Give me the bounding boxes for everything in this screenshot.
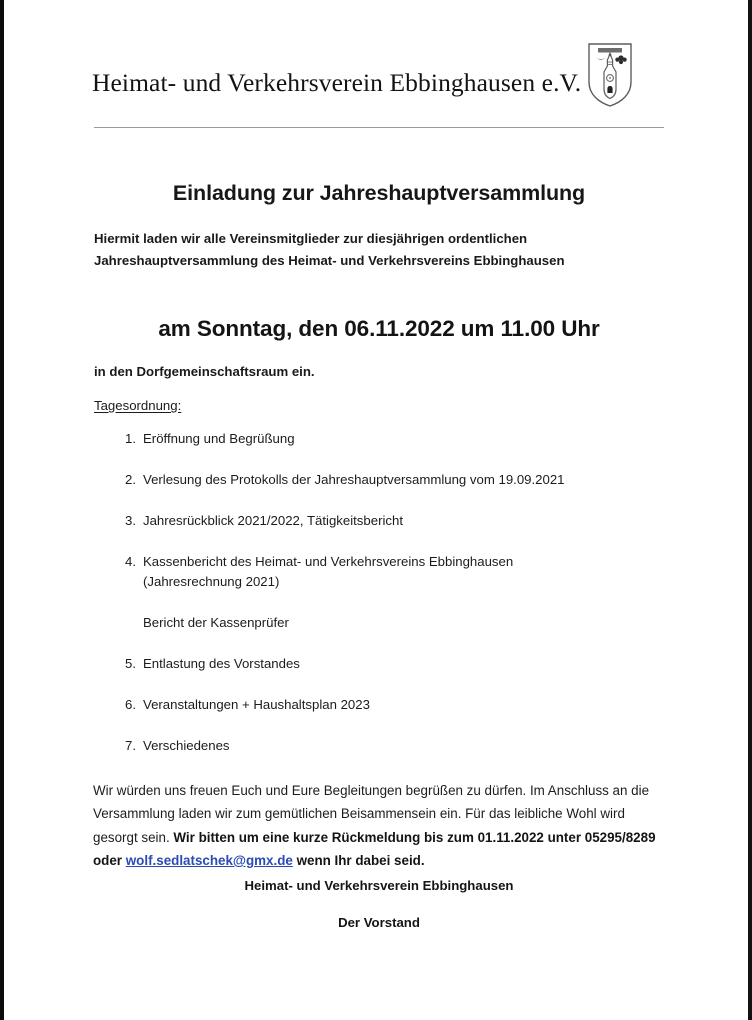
- agenda-item-number: 5.: [125, 656, 136, 671]
- agenda-item-label: Entlastung des Vorstandes: [143, 656, 300, 671]
- agenda-item-note: Bericht der Kassenprüfer: [143, 615, 289, 630]
- agenda-item-label: Kassenbericht des Heimat- und Verkehrsvereins Ebbinghausen: [143, 554, 514, 569]
- invitation-intro: [94, 228, 674, 272]
- closing-text-part-1: Wir würden uns freuen Euch und Eure Begleitungen begrüßen zu dürfen. Im Anschluss an die Versammlung laden wir zum gemütlichen Beisammensein ein. Für das leibliche Wohl wird gesorgt sein.: [93, 783, 650, 845]
- signature-organization: Heimat- und Verkehrsverein Ebbinghausen: [244, 878, 514, 893]
- agenda-item-number: 4.: [125, 554, 136, 569]
- signature-block: [94, 878, 664, 930]
- agenda-heading: Tagesordnung:: [94, 398, 182, 413]
- contact-email-link[interactable]: wolf.sedlatschek@gmx.de: [125, 852, 293, 868]
- agenda-item: [114, 511, 674, 531]
- agenda-item-label: Verlesung des Protokolls der Jahreshauptversammlung vom 19.09.2021: [143, 472, 565, 487]
- agenda-item-number: 2.: [125, 472, 136, 487]
- agenda-item: [114, 470, 674, 490]
- closing-text-bold-1: Wir bitten um eine kurze Rückmeldung bis zum 01.11.2022 unter 05295/8289 oder: [93, 829, 656, 868]
- closing-text-bold-2: wenn Ihr dabei seid.: [292, 852, 425, 868]
- organization-name: Heimat- und Verkehrsverein Ebbinghausen e.V.: [92, 68, 582, 97]
- agenda-item-number: 3.: [125, 513, 136, 528]
- header-divider: [94, 127, 664, 128]
- document-page: [4, 0, 748, 1020]
- signature-role: Der Vorstand: [338, 915, 420, 930]
- agenda-item-number: 7.: [125, 738, 136, 753]
- agenda-item-label: Eröffnung und Begrüßung: [143, 431, 295, 446]
- agenda-list: [114, 429, 674, 777]
- agenda-item: [114, 552, 674, 633]
- meeting-venue: in den Dorfgemeinschaftsraum ein.: [94, 364, 315, 379]
- agenda-item-subtext: (Jahresrechnung 2021): [143, 574, 280, 589]
- closing-paragraph: [93, 779, 665, 872]
- agenda-item-label: Verschiedenes: [143, 738, 230, 753]
- meeting-datetime: am Sonntag, den 06.11.2022 um 11.00 Uhr: [158, 316, 600, 341]
- agenda-item: [114, 429, 674, 449]
- agenda-item: [114, 736, 674, 756]
- agenda-item: [114, 695, 674, 715]
- invitation-intro-line-2: Jahreshauptversammlung des Heimat- und Verkehrsvereins Ebbinghausen: [94, 253, 565, 268]
- agenda-item-number: 6.: [125, 697, 136, 712]
- agenda-item-number: 1.: [125, 431, 136, 446]
- page-title: Einladung zur Jahreshauptversammlung: [172, 181, 586, 205]
- agenda-item: [114, 654, 674, 674]
- agenda-item-label: Jahresrückblick 2021/2022, Tätigkeitsbericht: [143, 513, 403, 528]
- invitation-intro-line-1: Hiermit laden wir alle Vereinsmitglieder zur diesjährigen ordentlichen: [94, 231, 528, 246]
- agenda-item-label: Veranstaltungen + Haushaltsplan 2023: [143, 697, 370, 712]
- letterhead: [92, 42, 664, 120]
- coat-of-arms-icon: [586, 42, 634, 108]
